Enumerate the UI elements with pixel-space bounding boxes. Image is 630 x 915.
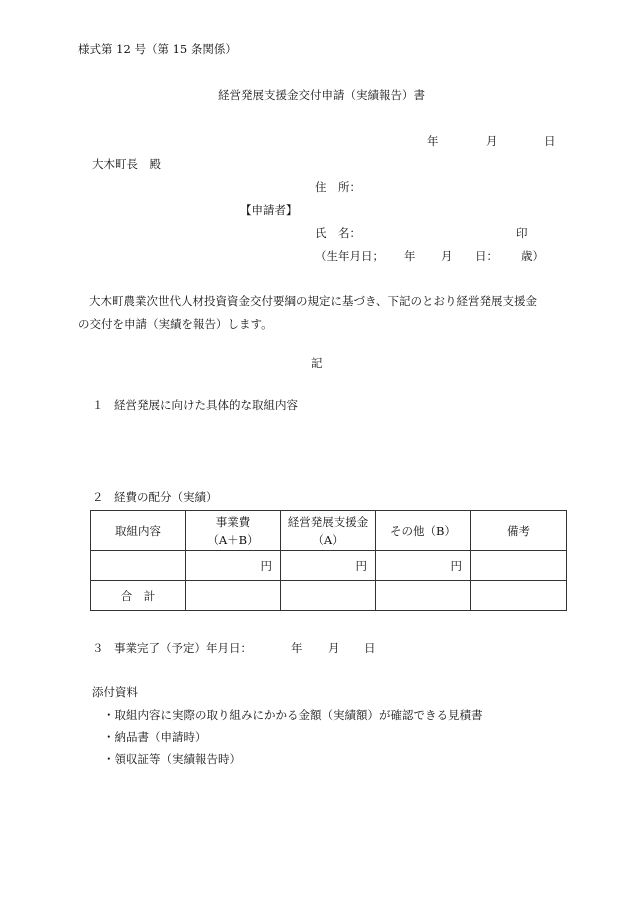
table-row (91, 551, 567, 581)
attachment-item-2: ・納品書（申請時） (103, 730, 207, 744)
total-remarks (471, 581, 567, 611)
total-support (281, 581, 376, 611)
table-header-row (91, 511, 567, 551)
header-content: 取組内容 (91, 511, 186, 551)
attachment-item-1: ・取組内容に実際の取り組みにかかる金額（実績額）が確認できる見積書 (103, 708, 483, 722)
age-label: 歳） (521, 249, 544, 263)
header-project-cost-line1: 事業費 (215, 514, 251, 529)
seal-mark: 印 (516, 226, 528, 240)
budget-table (90, 510, 567, 611)
cell-content (91, 551, 186, 581)
attachments-heading: 添付資料 (92, 685, 138, 699)
applicant-label: 【申請者】 (240, 203, 298, 217)
cell-other-yen: 円 (376, 551, 471, 581)
header-remarks: 備考 (471, 511, 567, 551)
date-month-label: 月 (486, 134, 498, 148)
cell-support-yen: 円 (281, 551, 376, 581)
date-year-label: 年 (427, 134, 439, 148)
address-label: 住 所： (315, 180, 361, 194)
body-text-line1: 大木町農業次世代人材投資資金交付要綱の規定に基づき、下記のとおり経営発展支援金 (89, 294, 538, 308)
total-other (376, 581, 471, 611)
body-text-line2: の交付を申請（実績を報告）します。 (78, 317, 273, 331)
section3-year-label: 年 (291, 641, 303, 655)
date-day-label: 日 (544, 134, 556, 148)
total-label: 合 計 (91, 581, 186, 611)
cell-project-cost-yen: 円 (186, 551, 281, 581)
document-title: 経営発展支援金交付申請（実績報告）書 (218, 88, 425, 102)
birth-year-label: 年 (404, 249, 416, 263)
header-support-line1: 経営発展支援金 (287, 514, 369, 529)
section2-number: ２ (92, 490, 104, 504)
birth-month-label: 月 (441, 249, 453, 263)
name-label: 氏 名： (315, 226, 361, 240)
section3-title: 事業完了（予定）年月日： (114, 641, 252, 655)
header-project-cost (186, 511, 281, 551)
form-number: 様式第 12 号（第 15 条関係） (78, 42, 237, 56)
section3-number: ３ (92, 641, 104, 655)
section1-title: 経営発展に向けた具体的な取組内容 (114, 398, 298, 412)
birth-day-label: 日： (475, 249, 498, 263)
ki-heading: 記 (311, 356, 323, 370)
header-support-line2: （A） (312, 532, 344, 547)
header-support (281, 511, 376, 551)
birth-label: （生年月日； (315, 249, 384, 263)
section3-day-label: 日 (364, 641, 376, 655)
attachment-item-3: ・領収証等（実績報告時） (103, 752, 241, 766)
addressee: 大木町長 殿 (92, 157, 161, 171)
header-project-cost-line2: （A＋B） (207, 532, 259, 547)
total-project-cost (186, 581, 281, 611)
section3-month-label: 月 (328, 641, 340, 655)
header-other: その他（B） (376, 511, 471, 551)
section1-number: １ (92, 398, 104, 412)
section2-title: 経費の配分（実績） (114, 490, 218, 504)
table-total-row (91, 581, 567, 611)
cell-remarks (471, 551, 567, 581)
